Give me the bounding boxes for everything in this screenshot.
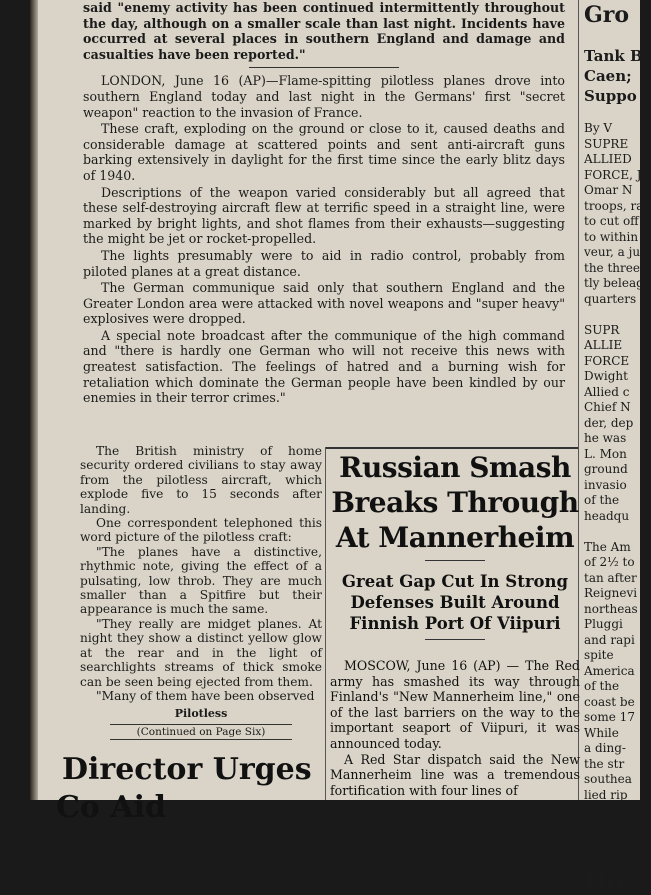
right-column-fragments [584,0,651,895]
story-paragraph: "Many of them have been observed [96,688,315,703]
right-column-line: to cut off [584,214,639,228]
right-column-line: FORCE, J [584,167,642,182]
right-column-line [584,106,640,122]
right-column-line: a ding- [584,741,626,755]
right-column-line: SUPRE [584,136,629,151]
right-column-line: Chief N [584,400,631,414]
headline: Russian Smash Breaks Through At Mannerheim [331,451,579,554]
story-paragraph: LONDON, June 16 (AP)—Flame-spitting pilotless planes drove into southern England today and last night in the Germans' first "secret weapon" reaction to the invasion of France. [83,73,565,120]
right-column-line: ALLIED [584,152,632,166]
right-column-line [584,850,640,866]
right-column-line: Reignevi [584,586,638,600]
subheadline: Great Gap Cut In Strong Defenses Built Around Finnish Port Of Viipuri [341,572,569,633]
headline-rule [326,447,578,449]
story-paragraph: A Red Star dispatch said the New Mannerheim line was a tremendous fortification with four lines of [330,751,580,798]
right-column-line: ALLIE [584,338,623,352]
right-column-line: and rapi [584,632,635,647]
right-column-line: L. Mon [584,446,627,461]
bottom-headline: Director Urges [62,752,312,787]
right-column-line: Bo [584,865,624,895]
right-column-line: The Am [584,539,631,554]
right-column-line: some 17 [584,710,635,724]
right-column-line: German [584,818,633,833]
subhead-divider [425,639,485,640]
right-column-line: south o [584,834,629,848]
story-paragraph: One correspondent telephoned this word picture of the pilotless craft: [80,516,322,545]
right-column-line: ground [584,462,628,476]
russian-story-body [330,658,580,798]
right-column-line: Gro [584,2,630,28]
right-column-line: lied rip [584,787,628,802]
right-column-line: engaged [584,803,637,817]
right-column-line: Dwight [584,369,628,383]
right-column-line: northeas [584,601,638,616]
right-column-line [584,30,640,46]
right-column-line: invasio [584,477,627,492]
right-column-line [584,307,640,323]
right-column-line: Caen; [584,66,632,85]
continued-on-page: (Continued on Page Six) [110,724,292,740]
russian-story [330,450,580,798]
right-column-line: Suppo [584,86,637,105]
right-column-line: he was [584,431,627,445]
right-column-line: the str [584,756,625,771]
right-column-line: southea [584,772,632,786]
right-column-line: headqu [584,508,630,523]
right-column-line: Tank B [584,46,643,65]
right-column-line: SUPR [584,322,620,337]
right-column-line: tan after [584,570,637,585]
right-column-line: quarters [584,291,637,306]
right-column-line: Omar N [584,183,633,197]
right-column-line: While [584,725,619,740]
story-paragraph: MOSCOW, June 16 (AP) — The Red army has smashed its way through Finland's "New Mannerheim line," one of the last barriers on the way to the important seaport of Viipuri, it was announced today. [330,658,580,751]
right-column-line: to within [584,229,639,244]
right-column-line: veur, a ju [584,245,641,259]
story-paragraph: A special note broadcast after the communique of the high command and "there is hardly one German who will not receive this news with greatest satisfaction. The feelings of hatred and a burning wish for retaliation which dominate the German people have been kindled by our enemies in their terror crimes." [83,327,565,406]
story-paragraph: The German communique said only that southern England and the Greater London area were attacked with novel weapons and "super heavy" explosives were dropped. [83,280,565,327]
right-column-line: der, dep [584,415,634,430]
column-rule [325,447,326,800]
right-column-line: coast be [584,694,635,709]
story-paragraph: "The planes have a distinctive, rhythmic note, giving the effect of a pulsating, low throb. They are much smaller than a Spitfire but their appearance is much the same. [80,544,322,617]
section-divider [249,67,399,68]
left-column-story [80,444,322,740]
bottom-headline-second-line: Co Aid [56,790,166,825]
story-paragraph: The lights presumably were to aid in radio control, probably from piloted planes at a great distance. [83,247,565,279]
story-paragraph: The British ministry of home security ordered civilians to stay away from the pilotless aircraft, which explode five to 15 seconds after landing. [80,444,322,516]
right-column-line: of the [584,493,620,507]
right-column-line: spite [584,648,614,662]
story-paragraph: "They really are midget planes. At night they show a distinct yellow glow at the rear and in the light of searchlights streams of thick smoke can be seen being ejected from them. [80,616,322,689]
right-column-line: FORCE [584,353,630,368]
right-column-line: the three [584,260,640,275]
top-story-lead: said "enemy activity has been continued intermittently throughout the day, although on a smaller scale than last night. Incidents have occurred at several places in southern England and damage and casualties have been reported." [83,0,565,62]
right-column-line: America [584,663,635,678]
right-column-line [584,524,640,540]
continuation-caption: Pilotless [174,707,228,721]
story-paragraph: Descriptions of the weapon varied considerably but all agreed that these self-destroying aircraft flew at terrific speed in a straight line, were marked by bright lights, and shot flames from their exhausts—suggesting the might be jet or rocket-propelled. [83,184,565,247]
right-column-line: Pluggi [584,617,623,631]
right-column-line: of 2½ to [584,555,635,569]
right-column-line: tly beleag [584,276,644,290]
story-paragraph: These craft, exploding on the ground or close to it, caused deaths and considerable damage at scattered points and sent anti-aircraft guns barking extensively in daylight for the first time since the early blitz days of 1940. [83,121,565,183]
top-story [83,0,565,407]
headline-divider [425,560,485,561]
right-column-line: Allied c [584,384,630,399]
right-column-line: By V [584,121,613,135]
right-column-line: of the [584,679,620,693]
right-column-line: troops, ran [584,198,651,213]
